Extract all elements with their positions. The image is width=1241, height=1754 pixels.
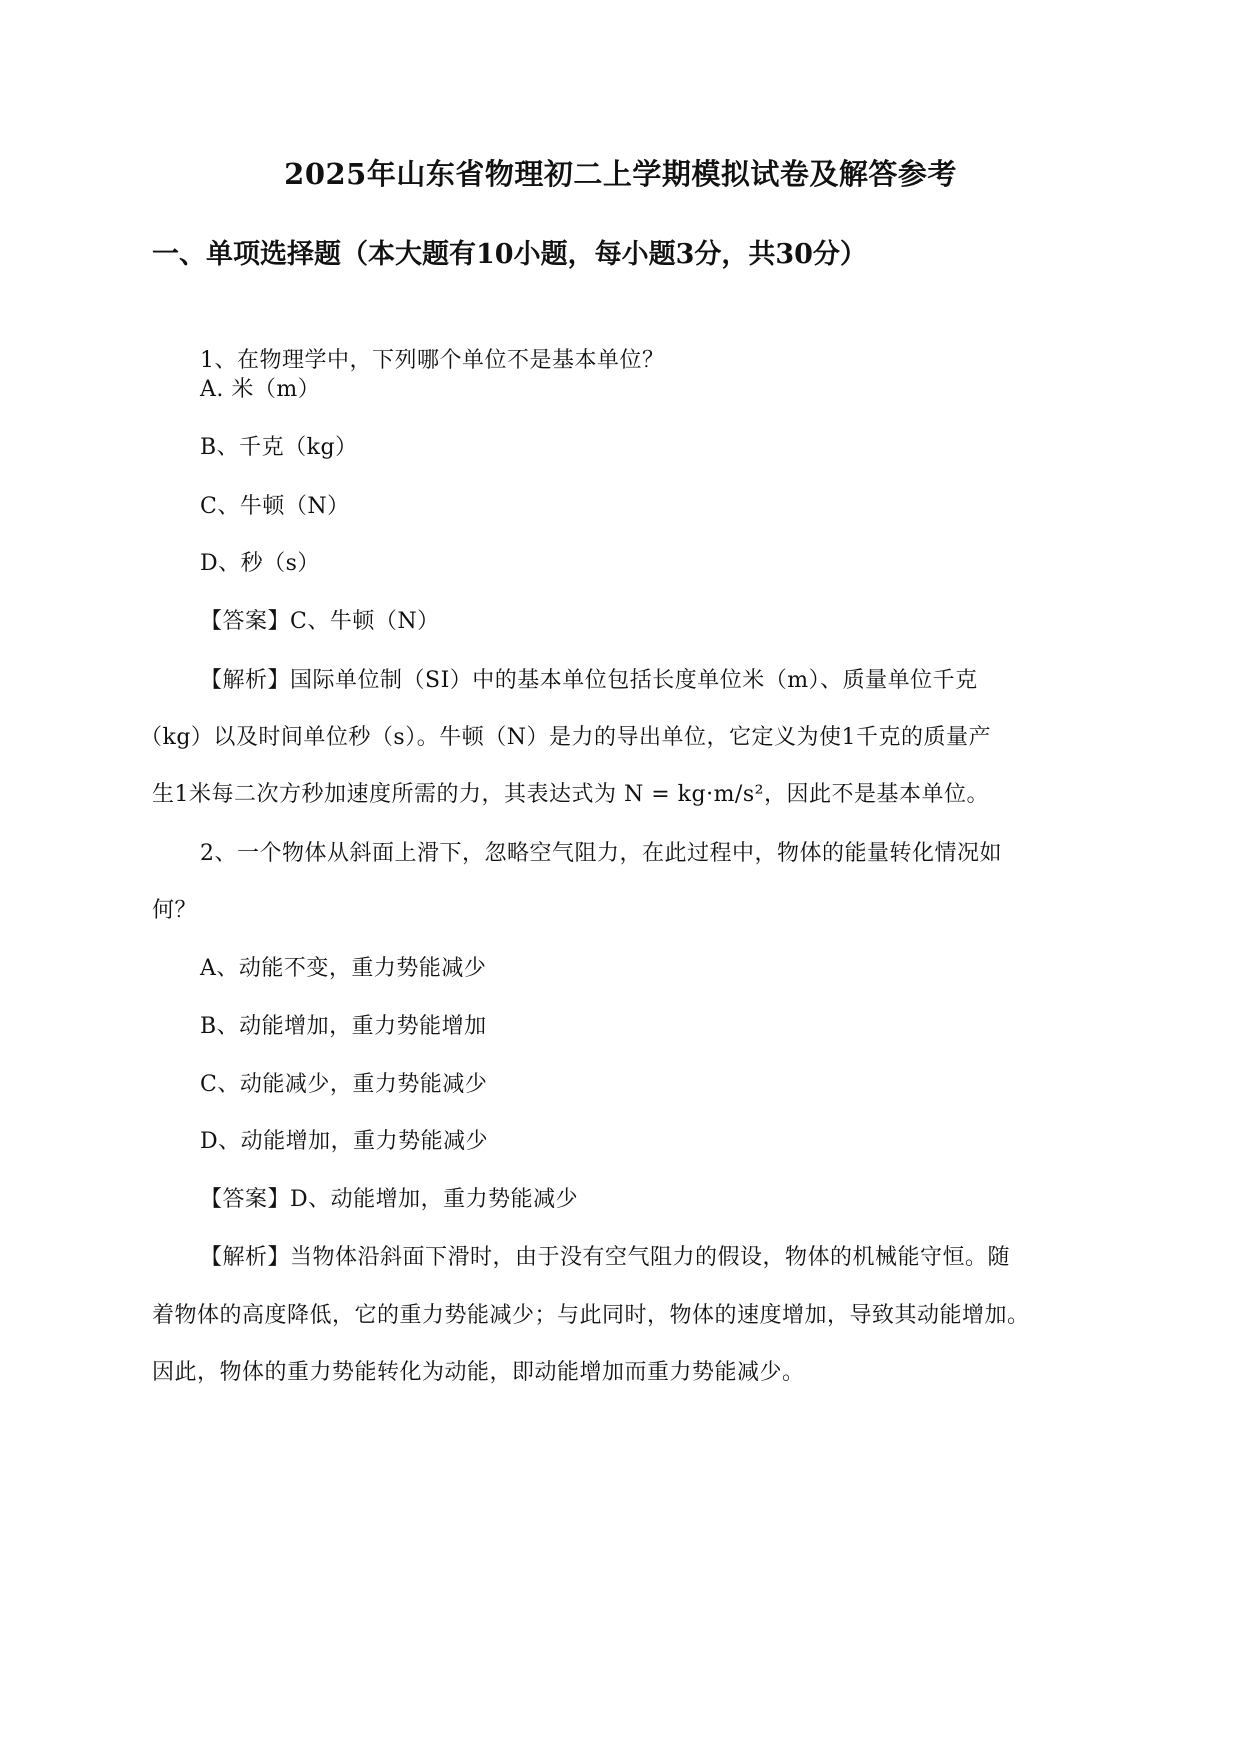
q1-analysis-line-2: （kg）以及时间单位秒（s）。牛顿（N）是力的导出单位，它定义为使1千克的质量产	[140, 725, 991, 750]
q2-option-d: D、动能增加，重力势能减少	[200, 1129, 489, 1154]
answer-tag: 【答案】	[200, 1187, 291, 1212]
q2-analysis-line-2: 着物体的高度降低，它的重力势能减少；与此同时，物体的速度增加，导致其动能增加。	[152, 1303, 1030, 1328]
analysis-text: 当物体沿斜面下滑时，由于没有空气阻力的假设，物体的机械能守恒。随	[290, 1245, 1011, 1270]
q2-answer	[200, 1182, 578, 1213]
answer-text: D、动能增加，重力势能减少	[290, 1187, 579, 1212]
q1-analysis-line-1	[200, 663, 978, 694]
q2-option-a: A、动能不变，重力势能减少	[200, 956, 487, 981]
q1-option-d: D、秒（s）	[200, 551, 320, 576]
q2-option-b: B、动能增加，重力势能增加	[200, 1014, 487, 1039]
q1-answer	[200, 604, 440, 635]
q1-option-a: A. 米（m）	[200, 377, 321, 402]
analysis-tag: 【解析】	[200, 668, 291, 693]
q2-analysis-line-1	[200, 1240, 1010, 1271]
answer-text: C、牛顿（N）	[290, 609, 440, 634]
question-2-stem-line-1: 2、一个物体从斜面上滑下，忽略空气阻力，在此过程中，物体的能量转化情况如	[200, 841, 1002, 866]
analysis-tag: 【解析】	[200, 1245, 291, 1270]
q1-analysis-line-3: 生1米每二次方秒加速度所需的力，其表达式为 N = kg·m/s²，因此不是基本单位。	[152, 782, 989, 807]
analysis-text: 国际单位制（SI）中的基本单位包括长度单位米（m）、质量单位千克	[290, 668, 978, 693]
q2-option-c: C、动能减少，重力势能减少	[200, 1072, 488, 1097]
section-heading: 一、单项选择题（本大题有10小题，每小题3分，共30分）	[152, 239, 867, 270]
page-title: 2025年山东省物理初二上学期模拟试卷及解答参考	[284, 157, 957, 191]
answer-tag: 【答案】	[200, 609, 291, 634]
q1-option-c: C、牛顿（N）	[200, 494, 350, 519]
q1-option-b: B、千克（kg）	[200, 435, 358, 460]
question-2-stem-line-2: 何？	[152, 898, 198, 923]
q2-analysis-line-3: 因此，物体的重力势能转化为动能，即动能增加而重力势能减少。	[152, 1360, 805, 1385]
question-1-stem: 1、在物理学中，下列哪个单位不是基本单位？	[200, 348, 665, 373]
